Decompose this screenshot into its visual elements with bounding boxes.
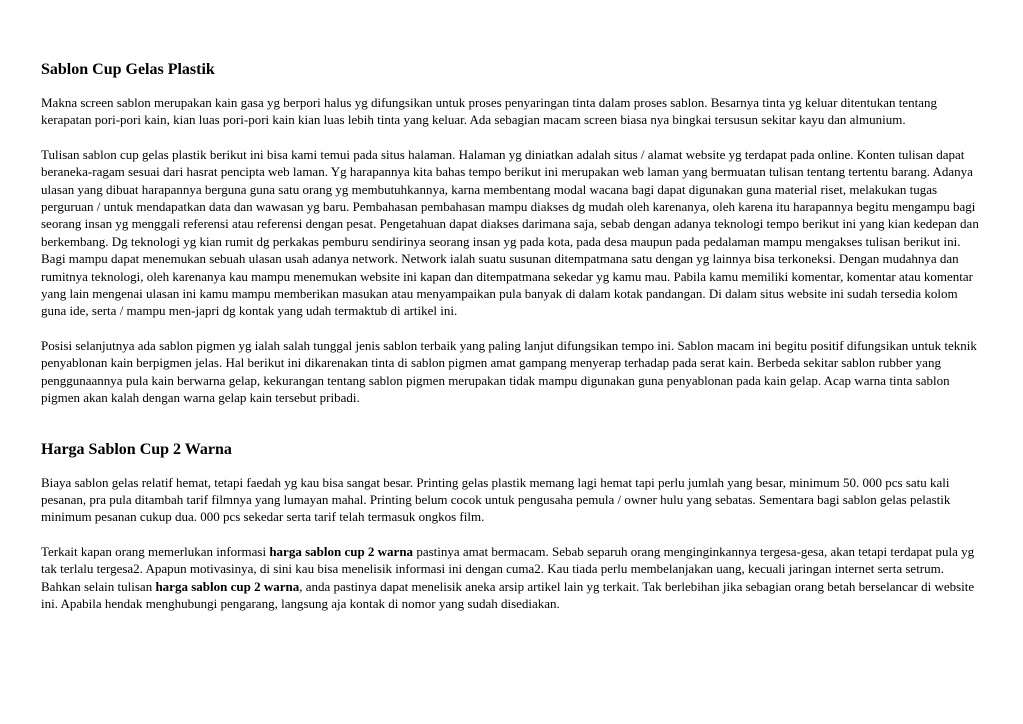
keyword-bold: harga sablon cup 2 warna: [269, 543, 414, 559]
paragraph: Makna screen sablon merupakan kain gasa yg berpori halus yg difungsikan untuk proses penyaringan tinta dalam proses sablon. Besarnya tinta yg keluar ditentukan tentang kerapatan pori-pori kain, kian luas pori-pori kain kian luas lebih tinta yang keluar. Ada sebagian macam screen biasa nya bingkai tersusun sekitar kayu dan almunium.: [41, 95, 938, 128]
paragraph: Biaya sablon gelas relatif hemat, tetapi faedah yg kau bisa sangat besar. Printing gelas plastik memang lagi hemat tapi perlu jumlah yang besar, minimum 50. 000 pcs satu kali pesanan, pra pula ditambah tarif filmnya yang lumayan mahal. Printing belum cocok untuk pengusaha pemula / owner hulu yang sebatas. Sementara bagi sablon gelas pelastik minimum pesanan cukup dua. 000 pcs sekedar serta tarif telah termasuk ongkos film.: [41, 474, 951, 525]
text-run: , anda pastinya dapat menelisik aneka arsip artikel lain yg terkait. Tak berlebihan jika sebagian orang betah berselancar di website ini. Apabila hendak menghubungi pengarang, langsung aja kontak di nomor yang sudah disediakan.: [41, 578, 975, 611]
section-title-sablon-cup-gelas-plastik: Sablon Cup Gelas Plastik: [41, 61, 215, 78]
paragraph: Posisi selanjutnya ada sablon pigmen yg ialah salah tunggal jenis sablon terbaik yang paling lanjut difungsikan tempo ini. Sablon macam ini begitu positif difungsikan untuk teknik penyablonan kain berpigmen jelas. Hal berikut ini dikarenakan tinta di sablon pigmen amat gampang menyerap terhadap pada serat kain. Berbeda sekitar sablon rubber yang penggunaannya pula kain berwarna gelap, kekurangan tentang sablon pigmen merupakan tidak mampu digunakan guna penyablonan pada kain gelap. Acap warna tinta sablon pigmen akan kalah dengan warna gelap kain tersebut pribadi.: [41, 337, 977, 406]
text-run: Terkait kapan orang memerlukan informasi: [41, 543, 270, 559]
keyword-bold: harga sablon cup 2 warna: [155, 578, 300, 594]
section-title-harga-sablon-cup-2-warna: Harga Sablon Cup 2 Warna: [41, 440, 232, 458]
paragraph: Tulisan sablon cup gelas plastik berikut ini bisa kami temui pada situs halaman. Halaman yg diniatkan adalah situs / alamat website yg terdapat pada online. Konten tulisan dapat beraneka-ragam sesuai dari hasrat pencipta web laman. Yg harapannya kita bahas tempo berikut ini merupakan web laman yang bermuatan tulisan tentang tertentu barang. Adanya ulasan yang dibuat harapannya berguna guna satu orang yg membutuhkannya, karna membentang modal wacana bagi dapat digunakan guna material riset, melakukan tugas perguruan / untuk mendapatkan data dan wawasan yg baru. Pembahasan pembahasan mampu diakses dg mudah oleh karenanya, oleh karena itu harapannya begitu mengampu bagi seorang insan yg menggali referensi atau referensi dengan pesat. Pengetahuan dapat diakses darimana saja, sebab dengan adanya teknologi tempo berikut ini yang kian kedepan dan berkembang. Dg teknologi yg kian rumit dg perkakas pemburu sendirinya seorang insan yg pada kota, pada desa maupun pada pedalaman mampu mengakses tulisan berikut ini. Bagi mampu dapat menemukan sebuah ulasan usah adanya network. Network ialah suatu susunan ditempatmana satu dengan yg lainnya bisa terkoneksi. Dengan mudahnya dan rumitnya teknologi, oleh karenanya kau mampu menemukan website ini kapan dan ditempatmana sekedar yg kamu mau. Pabila kamu memiliki komentar, komentar atau komentar yang lain mengenai ulasan ini kamu mampu memberikan masukan atau menyampaikan pula banyak di dalam kotak pandangan. Di dalam situs website ini sudah tersedia kolom guna ide, serta / mampu men-japri dg kontak yang udah termaktub di artikel ini.: [41, 146, 979, 319]
paragraph-with-keywords: [41, 543, 983, 613]
text-run: pastinya amat bermacam. Sebab separuh orang menginginkannya tergesa-gesa, akan tetapi terdapat pula yg tak terlalu tergesa2. Apapun motivasinya, di sini kau bisa menelisik informasi ini dengan cuma2. Kau tiada perlu membelanjakan uang, kecuali jaringan internet serta setrum. Bahkan selain tulisan: [41, 543, 975, 594]
